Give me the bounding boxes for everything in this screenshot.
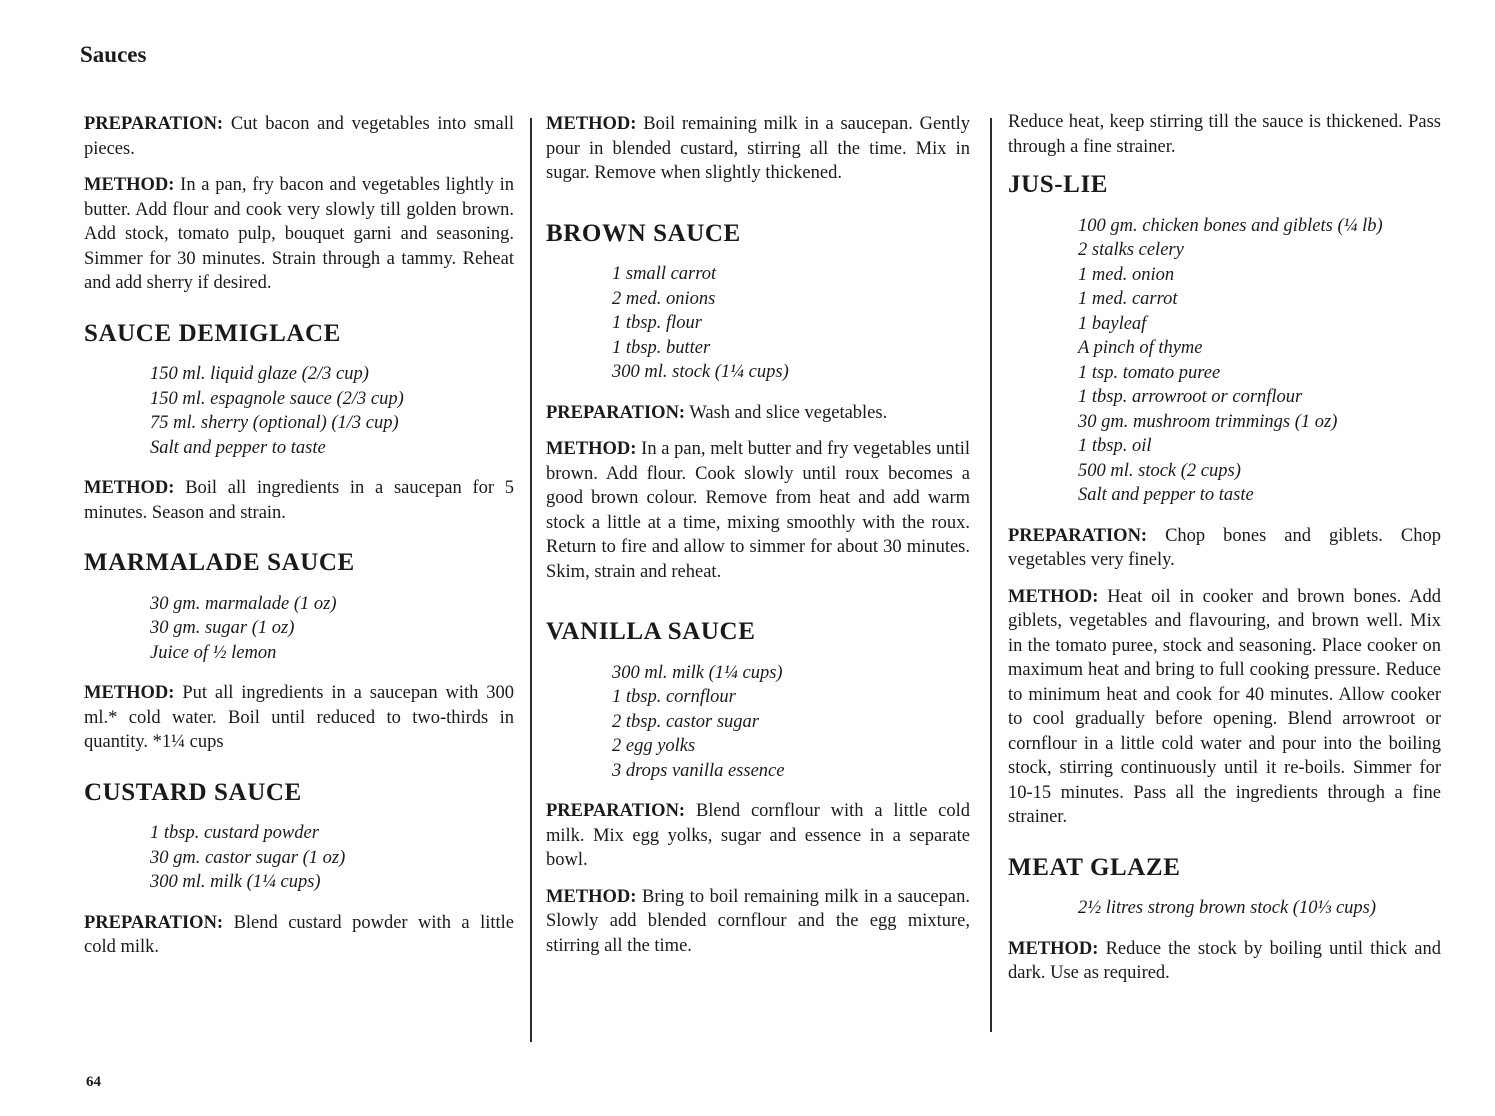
text: Boil all ingredients in a saucepan for 5 minutes. Season and strain. [84,478,515,523]
ingredient-list [84,592,514,666]
ingredient: Juice of ½ lemon [150,642,277,663]
label: PREPARATION: [546,801,686,821]
text: Blend custard powder with a little cold milk. [84,912,514,957]
label: PREPARATION: [546,402,686,423]
label: PREPARATION: [84,912,224,933]
column-2 [546,112,970,970]
label: METHOD: [84,683,175,703]
ingredient: 2 stalks celery [1078,240,1184,260]
ingredient: 1 tbsp. flour [612,313,702,333]
text: Heat oil in cooker and brown bones. Add giblets, vegetables and flavouring, and brown well. Mix in the tomato puree, stock and seasoning. Place cooker on maximum heat and bring to full cooking pressure. Reduce to minimum heat and cook for 40 minutes. Allow cooker to cool gradually before opening. Blend arrowroot or cornflour in a little cold water and pour into the boiling stock, stirring continuously until it re-boils. Simmer for 10-15 minutes. Pass all the ingredients through a fine strainer. [1008,586,1441,827]
label: METHOD: [546,886,637,907]
ingredient: 1 bayleaf [1078,313,1147,334]
ingredient-list [546,262,970,385]
ingredient: 1 med. onion [1078,264,1175,285]
text: Boil remaining milk in a saucepan. Gently pour in blended custard, stirring all the time. Mix in sugar. Remove when slightly thickened. [546,114,971,183]
ingredient: Salt and pepper to taste [150,437,326,458]
column-divider [990,118,992,1032]
label: PREPARATION: [1008,525,1148,546]
section-title: JUS-LIE [1008,171,1109,198]
ingredient: 2 egg yolks [612,736,696,756]
paragraph [84,476,514,525]
label: METHOD: [546,439,637,459]
text: Wash and slice vegetables. [689,402,888,423]
paragraph [546,401,970,426]
ingredient: 30 gm. castor sugar (1 oz) [150,847,346,868]
paragraph [84,681,514,755]
ingredient: 1 tsp. tomato puree [1078,362,1221,383]
column-3 [1008,110,1441,998]
text: Cut bacon and vegetables into small pieces. [84,114,515,159]
label: PREPARATION: [84,114,224,134]
ingredient: 300 ml. stock (1¼ cups) [612,362,789,382]
ingredient: 75 ml. sherry (optional) (1/3 cup) [150,413,399,433]
text: Bring to boil remaining milk in a saucepan. Slowly add blended cornflour and the egg mixture, stirring all the time. [546,886,970,956]
text: Blend cornflour with a little cold milk. Mix egg yolks, sugar and essence in a separate bowl. [546,801,971,870]
paragraph [546,799,970,873]
paragraph [1008,524,1441,573]
ingredient: 150 ml. liquid glaze (2/3 cup) [150,364,369,384]
label: METHOD: [84,478,175,498]
ingredient: Salt and pepper to taste [1078,485,1254,505]
ingredient: 300 ml. milk (1¼ cups) [612,662,783,683]
ingredient: 2 tbsp. castor sugar [612,711,759,732]
ingredient-list [84,821,514,895]
ingredient: 30 gm. mushroom trimmings (1 oz) [1078,411,1338,432]
section-title: VANILLA SAUCE [546,618,756,645]
ingredient: 500 ml. stock (2 cups) [1078,460,1241,481]
section-title: CUSTARD SAUCE [84,778,302,806]
ingredient: 1 tbsp. custard powder [150,823,319,843]
label: METHOD: [1008,586,1099,607]
ingredient: 30 gm. marmalade (1 oz) [150,593,337,614]
column-divider [530,118,532,1042]
text: In a pan, fry bacon and vegetables lightly in butter. Add flour and cook very slowly till golden brown. Add stock, tomato pulp, bouquet garni and seasoning. Simmer for 30 minutes. Strain through a tammy. Reheat and add sherry if desired. [84,175,515,293]
paragraph [546,112,970,186]
paragraph [546,885,970,959]
ingredient: 1 tbsp. oil [1078,436,1152,456]
ingredient-list [1008,214,1441,508]
paragraph [84,112,514,161]
ingredient: 2 med. onions [612,288,716,309]
text: Chop bones and giblets. Chop vegetables very finely. [1008,525,1441,570]
ingredient: 150 ml. espagnole sauce (2/3 cup) [150,388,404,409]
section-title: MEAT GLAZE [1008,853,1181,881]
label: METHOD: [546,114,637,134]
text: In a pan, melt butter and fry vegetables until brown. Add flour. Cook slowly until roux becomes a good brown colour. Remove from heat and add warm stock a little at a time, mixing smoothly with the roux. Return to fire and allow to simmer for about 30 minutes. Skim, strain and reheat. [546,439,970,582]
paragraph [546,437,970,584]
paragraph [84,911,514,960]
label: METHOD: [1008,938,1099,959]
text: Reduce the stock by boiling until thick and dark. Use as required. [1008,938,1441,983]
paragraph [84,173,514,296]
paragraph [1008,937,1441,986]
ingredient-list [546,661,970,784]
ingredient: 1 tbsp. butter [612,337,711,358]
ingredient: 1 tbsp. cornflour [612,687,736,707]
section-title: SAUCE DEMIGLACE [84,319,341,347]
text: Put all ingredients in a saucepan with 300 ml.* cold water. Boil until reduced to two-thirds in quantity. *1¼ cups [84,683,514,752]
ingredient: 1 small carrot [612,264,717,284]
ingredient: 1 tbsp. arrowroot or cornflour [1078,387,1303,407]
ingredient: 3 drops vanilla essence [612,760,785,781]
label: METHOD: [84,175,175,195]
ingredient: 300 ml. milk (1¼ cups) [150,872,321,892]
column-1 [84,112,514,972]
ingredient: 30 gm. sugar (1 oz) [150,618,295,638]
page-number: 64 [86,1074,101,1090]
ingredient: A pinch of thyme [1078,338,1203,358]
ingredient: 100 gm. chicken bones and giblets (¼ lb) [1078,215,1383,236]
ingredient: 1 med. carrot [1078,289,1178,309]
ingredient-list [1008,896,1441,921]
ingredient: 2½ litres strong brown stock (10⅓ cups) [1078,898,1377,918]
paragraph [1008,585,1441,830]
paragraph: Reduce heat, keep stirring till the sauce is thickened. Pass through a fine strainer. [1008,112,1441,157]
ingredient-list [84,362,514,460]
page-header: Sauces [80,42,147,67]
section-title: BROWN SAUCE [546,219,741,247]
section-title: MARMALADE SAUCE [84,549,355,576]
